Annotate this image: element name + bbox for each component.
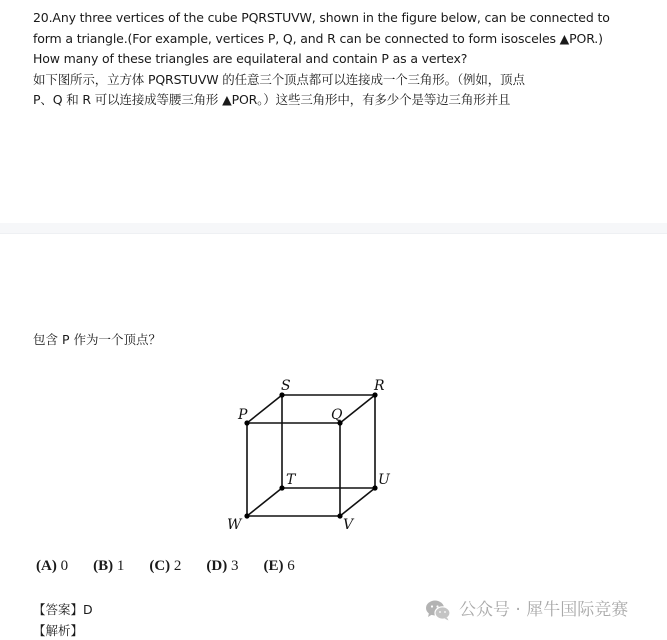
vertex-label-w: W xyxy=(227,517,242,533)
choice-value: 6 xyxy=(287,558,295,574)
choice-letter: (B) xyxy=(93,558,114,574)
answer-choices xyxy=(36,557,320,575)
choice-letter: (E) xyxy=(263,558,284,574)
vertex-label-s: S xyxy=(281,378,291,394)
question-text xyxy=(33,8,633,111)
vertex-label-p: P xyxy=(238,407,248,423)
choice-b xyxy=(93,557,124,575)
choice-letter: (C) xyxy=(149,558,171,574)
page-separator-band xyxy=(0,223,667,234)
vertex-label-q: Q xyxy=(331,407,343,423)
choice-value: 1 xyxy=(116,558,125,574)
choice-value: 2 xyxy=(173,558,182,574)
choice-a xyxy=(36,557,68,575)
vertex-label-u: U xyxy=(378,472,390,488)
vertex-label-t: T xyxy=(286,472,296,488)
cube-diagram xyxy=(220,372,400,537)
vertex-label-r: R xyxy=(374,378,385,394)
choice-value: 3 xyxy=(230,558,239,574)
question-line-zh-1: 如下图所示，立方体 PQRSTUVW 的任意三个顶点都可以连接成一个三角形。（例如，顶点 xyxy=(33,71,525,87)
question-line-zh-continuation: 包含 P 作为一个顶点？ xyxy=(33,332,161,347)
answer-value: D xyxy=(83,602,93,617)
choice-c xyxy=(149,557,181,575)
question-line-en-3: How many of these triangles are equilateral and contain P as a vertex? xyxy=(33,51,468,67)
question-line-zh-2: P、Q 和 R 可以连接成等腰三角形 ▲POR。）这些三角形中，有多少个是等边三角形并且 xyxy=(33,92,511,108)
cube-figure xyxy=(220,372,400,537)
choice-letter: (A) xyxy=(36,558,57,574)
wechat-icon xyxy=(425,599,451,621)
answer-label: 【答案】 xyxy=(33,602,84,617)
question-line-en-2: form a triangle.(For example, vertices P, Q, and R can be connected to form isosceles ▲POR.) xyxy=(33,30,603,46)
watermark-text: 公众号 · 犀牛国际竞赛 xyxy=(459,600,629,620)
answer-line xyxy=(33,601,93,619)
choice-value: 0 xyxy=(60,558,69,574)
analysis-line xyxy=(33,622,83,640)
cube-vertex-dots xyxy=(244,392,377,518)
choice-d xyxy=(206,557,238,575)
choice-e xyxy=(263,557,294,575)
vertex-label-v: V xyxy=(343,517,354,533)
cube-edges xyxy=(247,395,375,516)
choice-letter: (D) xyxy=(206,558,228,574)
question-line-en-1: 20.Any three vertices of the cube PQRSTUVW, shown in the figure below, can be connected to xyxy=(33,10,610,25)
analysis-label: 【解析】 xyxy=(33,623,84,638)
watermark xyxy=(425,598,628,622)
